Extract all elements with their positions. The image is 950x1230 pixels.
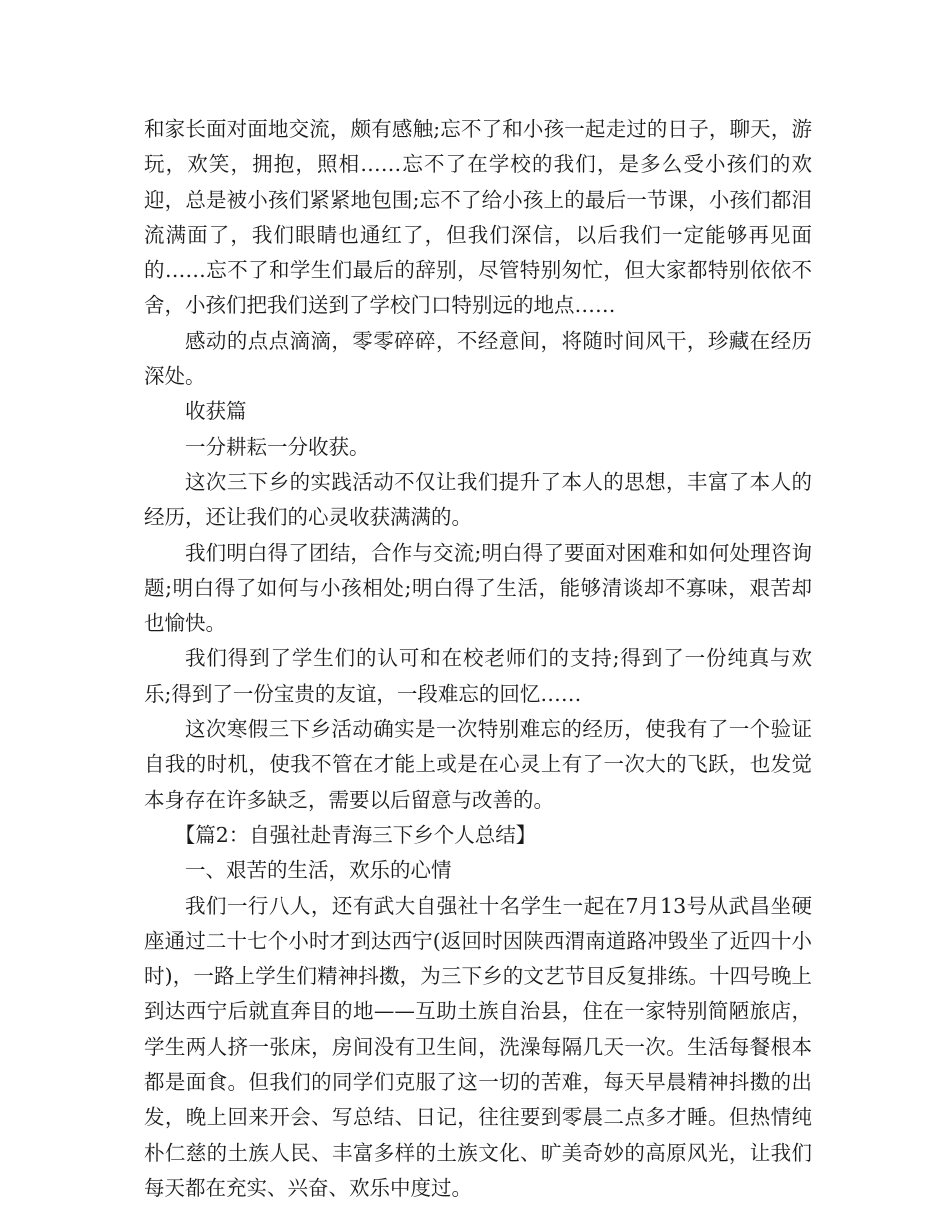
paragraph-recognition: 我们得到了学生们的认可和在校老师们的支持;得到了一份纯真与欢乐;得到了一份宝贵的友谊，一段难忘的回忆…… [144, 646, 812, 706]
paragraph-journey: 我们一行八人，还有武大自强社十名学生一起在7月13号从武昌坐硬座通过二十七个小时才到达西宁(返回时因陕西渭南道路冲毁坐了近四十小时)，一路上学生们精神抖擞，为三下乡的文艺节目反复排练。十四号晚上到达西宁后就直奔目的地——互助土族自治县，住在一家特别简陋旅店，学生两人挤一张床，房间没有卫生间，洗澡每隔几天一次。生活每餐根本都是面食。但我们的同学们克服了这一切的苦难，每天早晨精神抖擞的出发，晚上回来开会、写总结、日记，往往要到零晨二点多才睡。但热情纯朴仁慈的土族人民、丰富多样的土族文化、旷美奇妙的高原风光，让我们每天都在充实、兴奋、欢乐中度过。 [144, 893, 812, 1200]
subheading-hard-life: 一、艰苦的生活，欢乐的心情 [185, 858, 452, 883]
article-title-part2: 【篇2：自强社赴青海三下乡个人总结】 [174, 822, 537, 847]
document-body [144, 112, 812, 1206]
paragraph-touching-moments: 感动的点点滴滴，零零碎碎，不经意间，将随时间风干，珍藏在经历深处。 [144, 328, 812, 389]
paragraph-harvest-proverb: 一分耕耘一分收获。 [185, 434, 370, 459]
paragraph-memories: 和家长面对面地交流，颇有感触;忘不了和小孩一起走过的日子，聊天，游玩，欢笑，拥抱，照相……忘不了在学校的我们，是多么受小孩们的欢迎，总是被小孩们紧紧地包围;忘不了给小孩上的最后一节课，小孩们都泪流满面了，我们眼睛也通红了，但我们深信，以后我们一定能够再见面的……忘不了和学生们最后的辞别，尽管特别匆忙，但大家都特别依依不舍，小孩们把我们送到了学校门口特别远的地点…… [144, 117, 812, 318]
paragraph-winter-experience: 这次寒假三下乡活动确实是一次特别难忘的经历，使我有了一个验证自我的时机，使我不管在才能上或是在心灵上有了一次大的飞跃，也发觉本身存在许多缺乏，需要以后留意与改善的。 [144, 717, 812, 812]
paragraph-practice-gains: 这次三下乡的实践活动不仅让我们提升了本人的思想，丰富了本人的经历，还让我们的心灵收获满满的。 [144, 469, 812, 530]
section-heading-harvest: 收获篇 [185, 399, 247, 424]
paragraph-understanding: 我们明白得了团结，合作与交流;明白得了要面对困难和如何处理咨询题;明白得了如何与小孩相处;明白得了生活，能够清谈却不寡味，艰苦却也愉快。 [144, 540, 812, 636]
